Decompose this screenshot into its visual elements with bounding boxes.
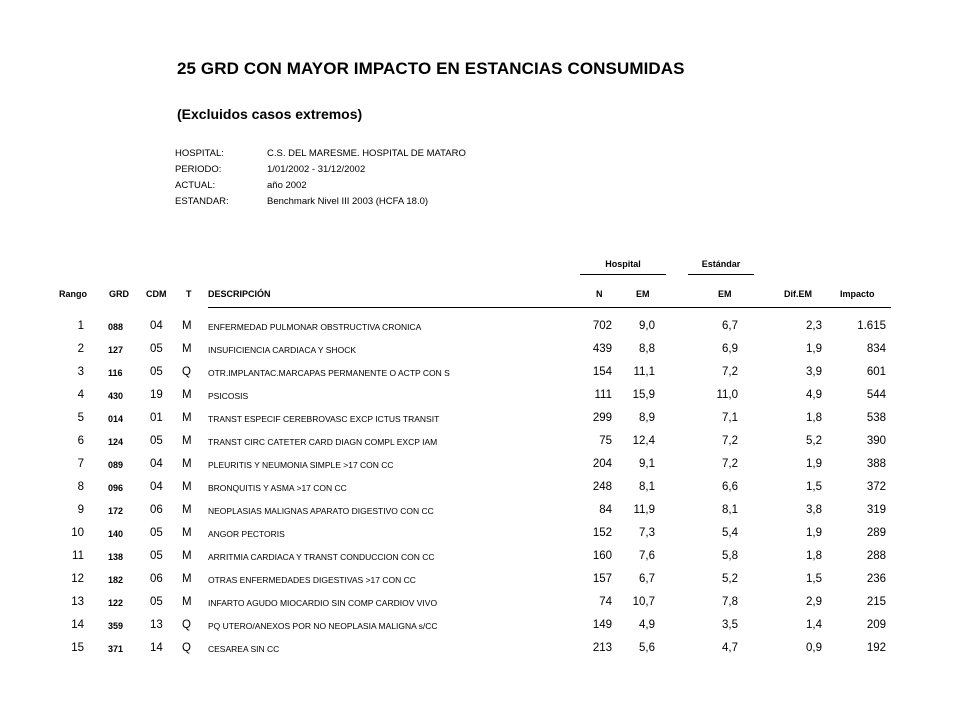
cell-impacto: 538 xyxy=(866,412,886,424)
report-meta xyxy=(175,148,466,212)
cell-n: 154 xyxy=(592,366,612,378)
cell-impacto: 388 xyxy=(866,458,886,470)
cell-em-hospital: 11,9 xyxy=(633,504,655,516)
cell-dif-em: 3,9 xyxy=(806,366,822,378)
cell-n: 299 xyxy=(592,412,612,424)
cell-cdm: 04 xyxy=(150,481,163,493)
cell-t: M xyxy=(182,389,192,401)
cell-dif-em: 5,2 xyxy=(806,435,822,447)
cell-cdm: 04 xyxy=(150,320,163,332)
table-row xyxy=(0,434,960,457)
cell-grd: 140 xyxy=(108,529,124,539)
cell-dif-em: 4,9 xyxy=(806,389,822,401)
cell-impacto: 601 xyxy=(866,366,886,378)
cell-impacto: 215 xyxy=(866,596,886,608)
cell-n: 439 xyxy=(592,343,612,355)
cell-n: 74 xyxy=(599,596,612,608)
table-row xyxy=(0,595,960,618)
cell-dif-em: 1,8 xyxy=(806,412,822,424)
cell-impacto: 1.615 xyxy=(857,320,886,332)
cell-grd: 182 xyxy=(108,575,124,585)
col-header-em-hospital: EM xyxy=(636,289,650,299)
cell-cdm: 04 xyxy=(150,458,163,470)
cell-impacto: 834 xyxy=(866,343,886,355)
cell-impacto: 192 xyxy=(866,642,886,654)
cell-cdm: 05 xyxy=(150,435,163,447)
meta-row-actual xyxy=(175,180,466,196)
meta-value: C.S. DEL MARESME. HOSPITAL DE MATARO xyxy=(267,148,466,159)
cell-descripcion: PQ UTERO/ANEXOS POR NO NEOPLASIA MALIGNA s/CC xyxy=(208,621,438,631)
cell-descripcion: ANGOR PECTORIS xyxy=(208,529,285,539)
cell-cdm: 01 xyxy=(150,412,163,424)
cell-t: Q xyxy=(182,619,191,631)
cell-em-estandar: 6,6 xyxy=(722,481,738,493)
cell-n: 157 xyxy=(592,573,612,585)
cell-grd: 122 xyxy=(108,598,124,608)
cell-n: 248 xyxy=(592,481,612,493)
table-row xyxy=(0,618,960,641)
col-header-descripcion: DESCRIPCIÓN xyxy=(208,289,271,299)
cell-n: 160 xyxy=(592,550,612,562)
cell-descripcion: TRANST ESPECIF CEREBROVASC EXCP ICTUS TRANSIT xyxy=(208,414,440,424)
cell-em-estandar: 4,7 xyxy=(722,642,738,654)
cell-em-hospital: 6,7 xyxy=(639,573,655,585)
cell-descripcion: BRONQUITIS Y ASMA >17 CON CC xyxy=(208,483,347,493)
group-header-estandar: Estándar xyxy=(701,259,741,269)
cell-impacto: 289 xyxy=(866,527,886,539)
cell-n: 75 xyxy=(599,435,612,447)
cell-descripcion: ARRITMIA CARDIACA Y TRANST CONDUCCION CON CC xyxy=(208,552,435,562)
table-row xyxy=(0,319,960,342)
cell-t: M xyxy=(182,573,192,585)
cell-em-hospital: 10,7 xyxy=(632,596,655,608)
meta-row-estandar xyxy=(175,196,466,212)
cell-cdm: 05 xyxy=(150,550,163,562)
cell-t: M xyxy=(182,596,192,608)
table-row xyxy=(0,641,960,664)
cell-cdm: 05 xyxy=(150,366,163,378)
table-row xyxy=(0,365,960,388)
cell-em-hospital: 7,3 xyxy=(639,527,655,539)
cell-grd: 359 xyxy=(108,621,124,631)
cell-em-estandar: 7,2 xyxy=(722,435,738,447)
meta-value: 1/01/2002 - 31/12/2002 xyxy=(267,164,366,175)
cell-dif-em: 2,9 xyxy=(806,596,822,608)
cell-rango: 11 xyxy=(72,550,84,562)
cell-em-hospital: 8,8 xyxy=(639,343,655,355)
cell-em-estandar: 7,2 xyxy=(722,458,738,470)
cell-t: M xyxy=(182,412,192,424)
cell-grd: 127 xyxy=(108,345,124,355)
cell-cdm: 13 xyxy=(150,619,163,631)
cell-rango: 3 xyxy=(77,366,84,378)
col-header-rango: Rango xyxy=(59,289,87,299)
col-header-t: T xyxy=(186,289,192,299)
col-header-impacto: Impacto xyxy=(840,289,875,299)
cell-dif-em: 3,8 xyxy=(806,504,822,516)
cell-grd: 138 xyxy=(108,552,124,562)
cell-em-hospital: 5,6 xyxy=(639,642,655,654)
cell-grd: 172 xyxy=(108,506,124,516)
cell-descripcion: OTR.IMPLANTAC.MARCAPAS PERMANENTE O ACTP CON S xyxy=(208,368,450,378)
cell-rango: 1 xyxy=(77,320,84,332)
cell-rango: 9 xyxy=(77,504,84,516)
cell-n: 204 xyxy=(592,458,612,470)
cell-em-estandar: 3,5 xyxy=(722,619,738,631)
cell-descripcion: PSICOSIS xyxy=(208,391,249,401)
meta-key: PERIODO: xyxy=(175,164,222,175)
table-row xyxy=(0,457,960,480)
meta-row-periodo xyxy=(175,164,466,180)
cell-em-estandar: 7,1 xyxy=(722,412,738,424)
cell-descripcion: OTRAS ENFERMEDADES DIGESTIVAS >17 CON CC xyxy=(208,575,416,585)
cell-t: M xyxy=(182,550,192,562)
cell-rango: 12 xyxy=(71,573,84,585)
col-header-grd: GRD xyxy=(109,289,129,299)
cell-dif-em: 1,5 xyxy=(806,573,822,585)
cell-em-estandar: 5,4 xyxy=(722,527,738,539)
cell-grd: 430 xyxy=(108,391,124,401)
table-row xyxy=(0,526,960,549)
cell-em-hospital: 9,0 xyxy=(639,320,655,332)
table-row xyxy=(0,572,960,595)
meta-key: ACTUAL: xyxy=(175,180,216,191)
cell-cdm: 19 xyxy=(150,389,163,401)
meta-key: ESTANDAR: xyxy=(175,196,229,207)
cell-impacto: 372 xyxy=(866,481,886,493)
table-row xyxy=(0,342,960,365)
cell-descripcion: INFARTO AGUDO MIOCARDIO SIN COMP CARDIOV VIVO xyxy=(208,598,438,608)
cell-t: M xyxy=(182,320,192,332)
cell-rango: 14 xyxy=(71,619,84,631)
cell-em-hospital: 7,6 xyxy=(639,550,655,562)
cell-em-estandar: 5,8 xyxy=(722,550,738,562)
table-row xyxy=(0,480,960,503)
cell-em-hospital: 11,1 xyxy=(633,366,655,378)
cell-grd: 088 xyxy=(108,322,124,332)
cell-em-estandar: 11,0 xyxy=(716,389,738,401)
table-row xyxy=(0,549,960,572)
cell-rango: 7 xyxy=(77,458,84,470)
cell-grd: 124 xyxy=(108,437,124,447)
cell-rango: 13 xyxy=(71,596,84,608)
cell-em-estandar: 5,2 xyxy=(722,573,738,585)
cell-descripcion: NEOPLASIAS MALIGNAS APARATO DIGESTIVO CON CC xyxy=(208,506,434,516)
cell-dif-em: 2,3 xyxy=(806,320,822,332)
cell-rango: 10 xyxy=(71,527,84,539)
cell-t: M xyxy=(182,481,192,493)
cell-impacto: 390 xyxy=(866,435,886,447)
cell-descripcion: INSUFICIENCIA CARDIACA Y SHOCK xyxy=(208,345,356,355)
cell-cdm: 05 xyxy=(150,596,163,608)
cell-t: Q xyxy=(182,642,191,654)
cell-grd: 371 xyxy=(108,644,124,654)
cell-n: 111 xyxy=(594,389,612,401)
cell-t: M xyxy=(182,504,192,516)
cell-t: M xyxy=(182,458,192,470)
cell-n: 152 xyxy=(592,527,612,539)
report-subtitle: (Excluidos casos extremos) xyxy=(177,106,363,122)
cell-grd: 096 xyxy=(108,483,124,493)
cell-em-hospital: 12,4 xyxy=(632,435,655,447)
cell-grd: 014 xyxy=(108,414,124,424)
cell-cdm: 06 xyxy=(150,573,163,585)
cell-impacto: 544 xyxy=(866,389,886,401)
cell-impacto: 236 xyxy=(866,573,886,585)
group-underline-estandar xyxy=(688,274,754,275)
cell-n: 84 xyxy=(599,504,612,516)
cell-em-estandar: 8,1 xyxy=(722,504,738,516)
cell-descripcion: PLEURITIS Y NEUMONIA SIMPLE >17 CON CC xyxy=(208,460,394,470)
cell-impacto: 288 xyxy=(866,550,886,562)
cell-impacto: 319 xyxy=(866,504,886,516)
cell-dif-em: 1,5 xyxy=(806,481,822,493)
meta-value: Benchmark Nivel III 2003 (HCFA 18.0) xyxy=(267,196,429,207)
cell-dif-em: 1,9 xyxy=(806,343,822,355)
cell-n: 702 xyxy=(592,320,612,332)
table-row xyxy=(0,503,960,526)
cell-rango: 8 xyxy=(77,481,84,493)
cell-em-estandar: 6,9 xyxy=(722,343,738,355)
meta-row-hospital xyxy=(175,148,466,164)
cell-em-hospital: 8,1 xyxy=(639,481,655,493)
cell-cdm: 06 xyxy=(150,504,163,516)
cell-rango: 2 xyxy=(77,343,84,355)
cell-rango: 15 xyxy=(71,642,84,654)
cell-t: Q xyxy=(182,366,191,378)
cell-rango: 6 xyxy=(77,435,84,447)
meta-key: HOSPITAL: xyxy=(175,148,224,159)
cell-em-hospital: 4,9 xyxy=(639,619,655,631)
cell-rango: 5 xyxy=(77,412,84,424)
cell-n: 213 xyxy=(592,642,612,654)
cell-cdm: 05 xyxy=(150,343,163,355)
header-divider xyxy=(208,307,891,308)
table-row xyxy=(0,388,960,411)
cell-t: M xyxy=(182,343,192,355)
cell-dif-em: 1,4 xyxy=(806,619,822,631)
cell-impacto: 209 xyxy=(866,619,886,631)
cell-n: 149 xyxy=(592,619,612,631)
meta-value: año 2002 xyxy=(267,180,307,191)
cell-t: M xyxy=(182,435,192,447)
cell-t: M xyxy=(182,527,192,539)
cell-descripcion: CESAREA SIN CC xyxy=(208,644,280,654)
cell-rango: 4 xyxy=(77,389,84,401)
col-header-dif-em: Dif.EM xyxy=(784,289,812,299)
col-header-n: N xyxy=(596,289,603,299)
cell-descripcion: ENFERMEDAD PULMONAR OBSTRUCTIVA CRONICA xyxy=(208,322,422,332)
cell-em-estandar: 6,7 xyxy=(722,320,738,332)
cell-grd: 089 xyxy=(108,460,124,470)
cell-em-hospital: 15,9 xyxy=(632,389,655,401)
cell-cdm: 05 xyxy=(150,527,163,539)
cell-em-estandar: 7,8 xyxy=(722,596,738,608)
col-header-em-estandar: EM xyxy=(718,289,732,299)
cell-dif-em: 1,9 xyxy=(806,458,822,470)
cell-em-hospital: 8,9 xyxy=(639,412,655,424)
report-title: 25 GRD CON MAYOR IMPACTO EN ESTANCIAS CONSUMIDAS xyxy=(177,59,685,78)
cell-dif-em: 1,8 xyxy=(806,550,822,562)
table-row xyxy=(0,411,960,434)
cell-em-hospital: 9,1 xyxy=(639,458,655,470)
group-underline-hospital xyxy=(580,274,666,275)
group-header-hospital: Hospital xyxy=(605,259,641,269)
cell-descripcion: TRANST CIRC CATETER CARD DIAGN COMPL EXCP IAM xyxy=(208,437,438,447)
col-header-cdm: CDM xyxy=(146,289,167,299)
cell-cdm: 14 xyxy=(150,642,163,654)
cell-dif-em: 1,9 xyxy=(806,527,822,539)
cell-em-estandar: 7,2 xyxy=(722,366,738,378)
cell-grd: 116 xyxy=(108,368,123,378)
cell-dif-em: 0,9 xyxy=(806,642,822,654)
